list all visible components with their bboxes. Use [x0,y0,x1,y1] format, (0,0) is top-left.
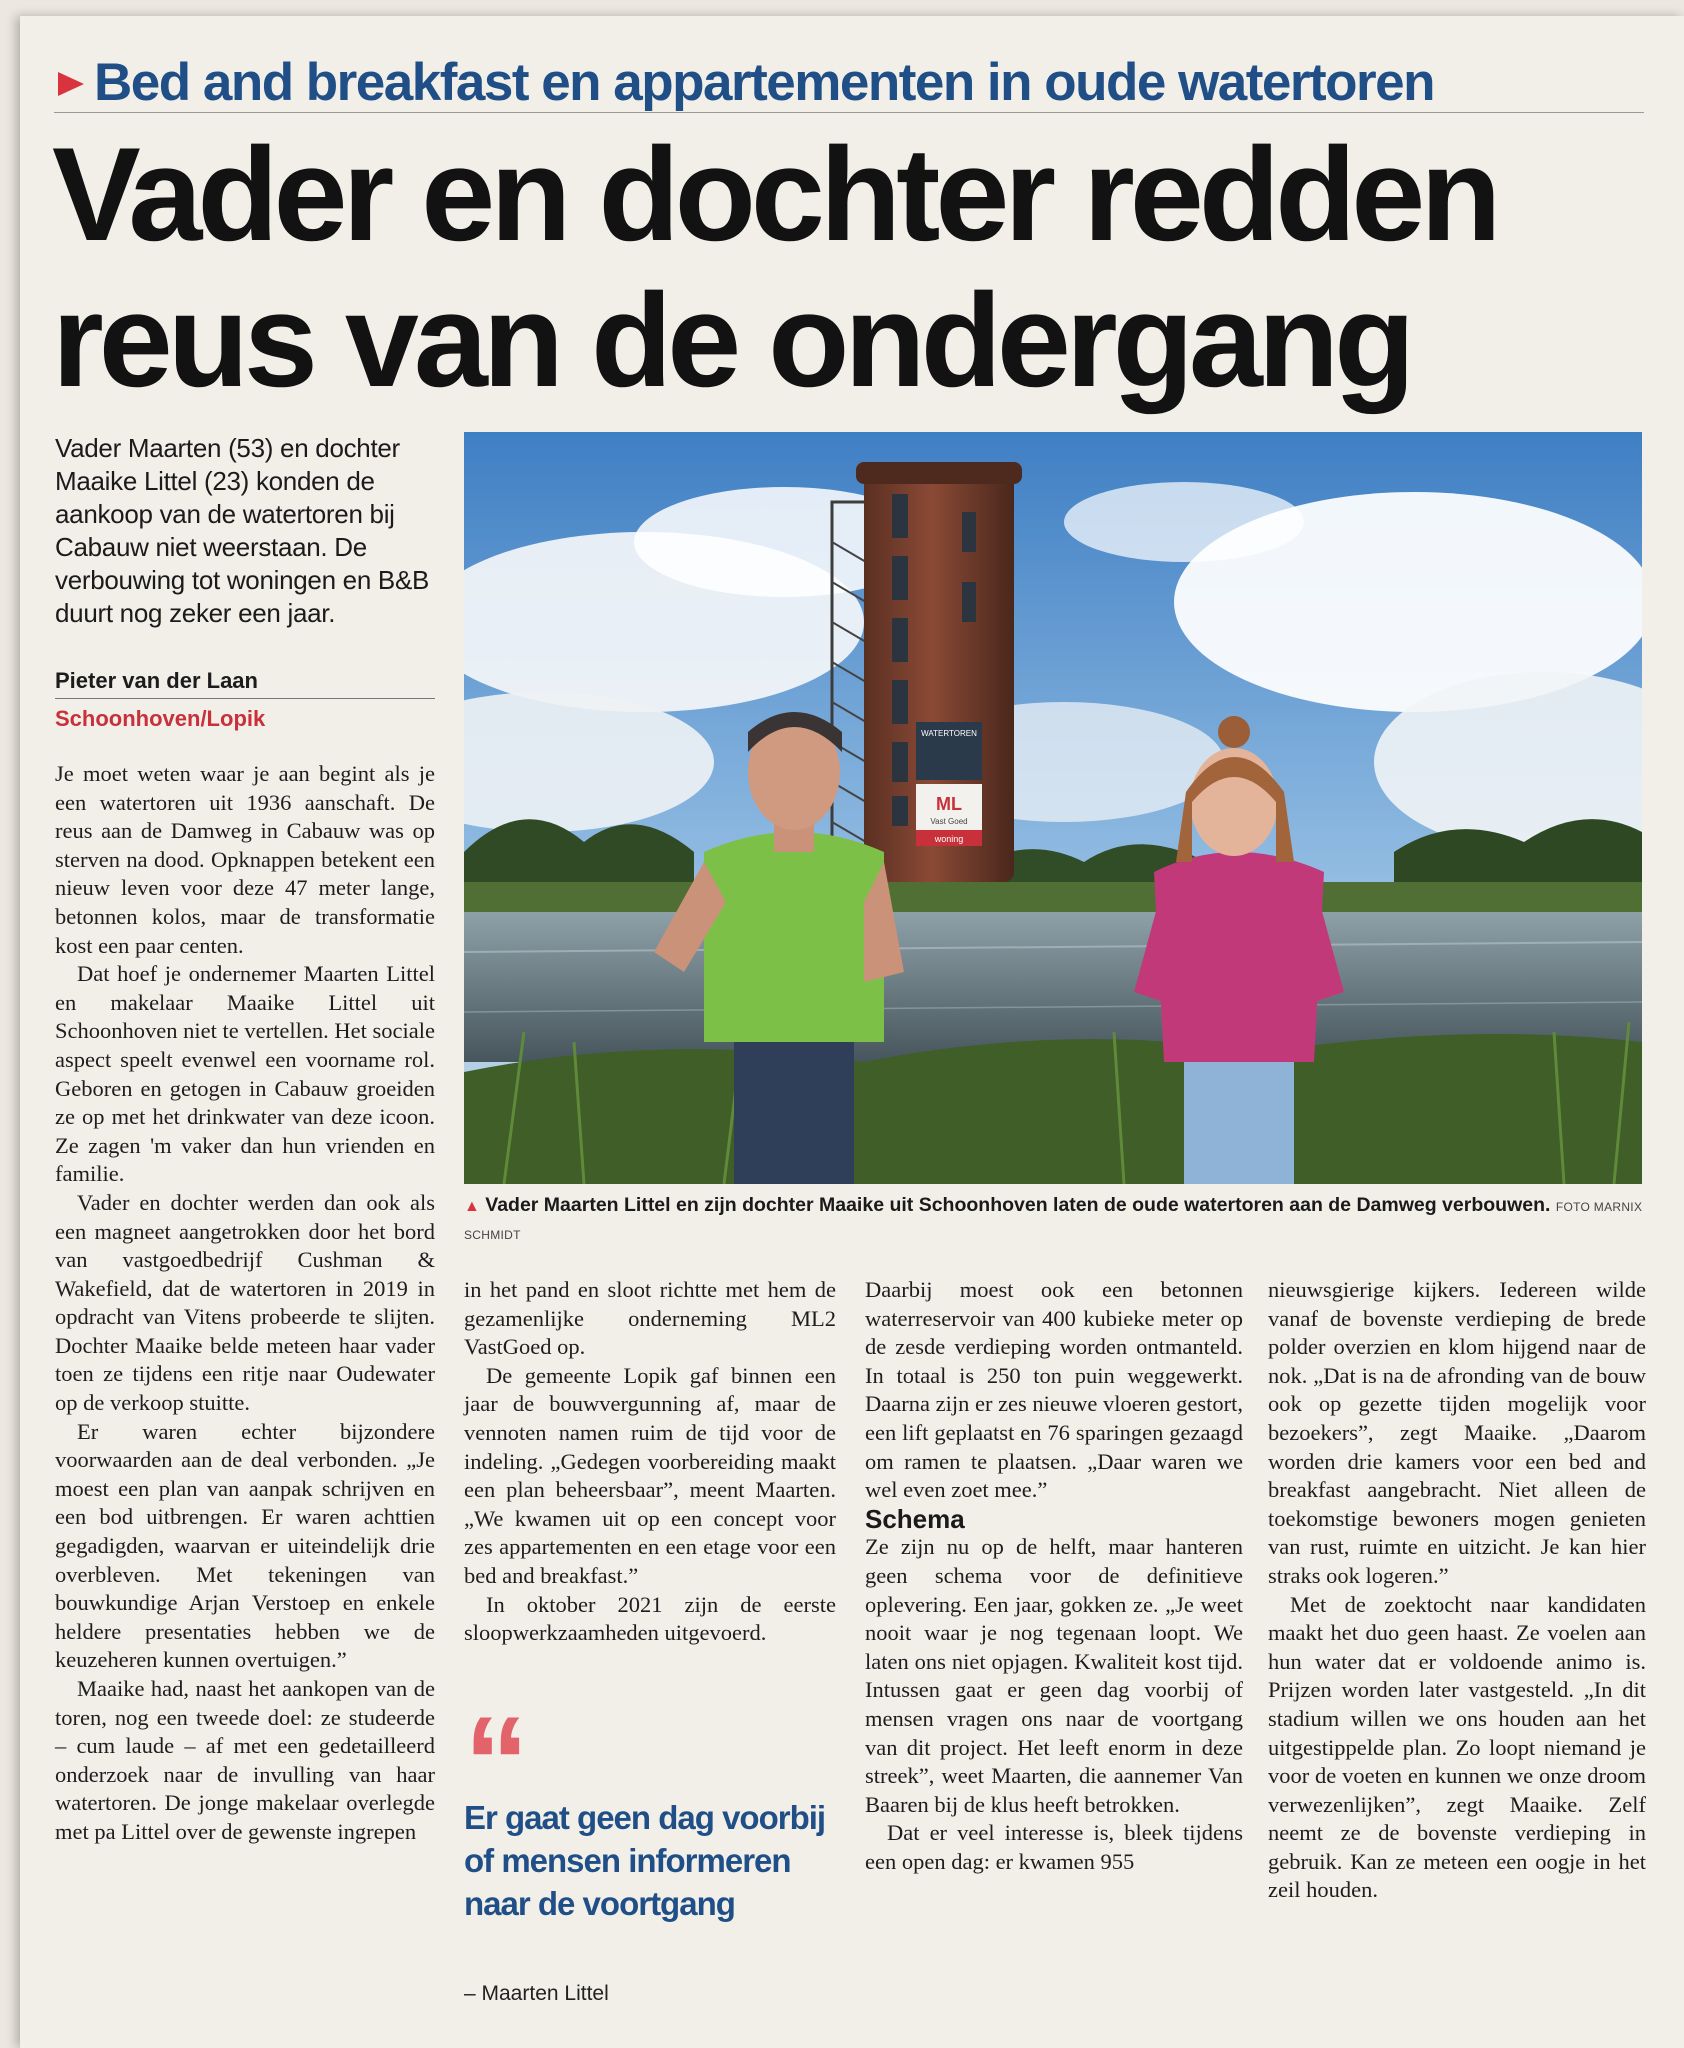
kicker-text: Bed and breakfast en appartementen in oude watertoren [94,53,1435,112]
caption-arrow-icon: ▲ [464,1198,480,1215]
article-column-4 [1268,1276,1646,1905]
photo-credit: FOTO MARNIX SCHMIDT [464,1200,1643,1242]
tower-sign-brand: Vast Goed [930,817,968,826]
paragraph: Vader en dochter werden dan ook als een magneet aangetrokken door het bord van vastgoedbedrijf Cushman & Wakefield, dat de watertoren in 2019 in opdracht van Vitens probeerde te slijten. Dochter Maaike belde meteen haar vader toen ze tijdens een ritje naar Oudewater op de verkoop stuitte. [55,1189,435,1416]
section-subhead: Schema [865,1503,965,1534]
paragraph: Daarbij moest ook een betonnen waterreservoir van 400 kubieke meter op de zesde verdieping worden ontmanteld. In totaal is 250 ton puin weggewerkt. Daarna zijn er zes nieuwe vloeren gestort, een lift geplaatst en 76 sparingen gezaagd om ramen te plaatsen. „Daar waren we wel even zoet mee.” [865,1277,1243,1503]
kicker-bar [54,52,1644,113]
paragraph: In oktober 2021 zijn de eerste sloopwerkzaamheden uitgevoerd. [464,1591,836,1646]
paragraph: nieuwsgierige kijkers. Iedereen wilde vanaf de bovenste verdieping de brede polder overzien en klom hijgend naar de nok. „Dat is na de afronding van de bouw ook op gezette tijden mogelijk voor bezoekers”, zegt Maaike. „Daarom worden drie kamers voor een bed and breakfast aangebracht. Niet alleen de toekomstige bewoners mogen genieten van rust, ruimte en uitzicht. Je kan hier straks ook logeren.” [1268,1277,1646,1588]
byline: Pieter van der Laan [55,668,435,699]
paragraph: Ze zijn nu op de helft, maar hanteren geen schema voor de definitieve oplevering. Een jaar, gokken ze. „Je weet nooit waar je nog tegenaan loopt. We laten ons niet opjagen. Kwaliteit kost tijd. Intussen gaat er geen dag voorbij of mensen vragen ons naar de voortgang van dit project. Het leeft enorm in deze streek”, weet Maarten, die aannemer Van Baaren bij de klus heeft betrokken. [865,1534,1243,1817]
paragraph: Dat er veel interesse is, bleek tijdens een open dag: er kwamen 955 [865,1820,1243,1874]
kicker-arrow-icon [58,72,84,96]
article-column-3 [865,1276,1243,1876]
paragraph: Er waren echter bijzondere voorwaarden aan de deal verbonden. „Je moest een plan van aanpak schrijven en een bod uitbrengen. Er waren achttien gegadigden, waarvan er uiteindelijk drie overbleven. Met tekeningen van bouwkundige Arjan Verstoep en enkele heldere presentaties hebben we de keuzeheren kunnen overtuigen.” [55,1418,435,1673]
headline-line-2: reus van de ondergang [52,267,1411,415]
intro-paragraph: Vader Maarten (53) en dochter Maaike Littel (23) konden de aankoop van de watertoren bij Cabauw niet weerstaan. De verbouwing tot woningen en B&B duurt nog zeker een jaar. [55,433,430,628]
paragraph: Maaike had, naast het aankopen van de toren, nog een tweede doel: ze studeerde – cum laude – af met een gedetailleerd onderzoek naar de invulling van haar watertoren. De jonge makelaar overlegde met pa Littel over de gewenste ingrepen [55,1676,435,1844]
tower-sign-bottom: woning [934,834,964,844]
headline-line-1: Vader en dochter redden [52,121,1497,269]
quote-mark-icon: “ [464,1689,529,1835]
headline [52,122,1652,414]
paragraph: in het pand en sloot richtte met hem de gezamenlijke onderneming ML2 VastGoed op. [464,1277,836,1360]
caption-text: Vader Maarten Littel en zijn dochter Maaike uit Schoonhoven laten de oude watertoren aan de Damweg verbouwen. [485,1194,1551,1216]
article-photo [464,432,1642,1184]
paragraph: De gemeente Lopik gaf binnen een jaar de bouwvergunning af, maar de vennoten namen ruim de tijd voor de indeling. „Gedegen voorbereiding maakt een plan beheersbaar”, meent Maarten. „We kwamen uit op een concept voor zes appartementen en een etage voor een bed and breakfast.” [464,1362,836,1588]
article-column-1 [55,760,435,1847]
article-column-2 [464,1276,836,1648]
paragraph: Je moet weten waar je aan begint als je een watertoren uit 1936 aanschaft. De reus aan de Damweg in Cabauw was op sterven na dood. Opknappen betekent een nieuw leven voor deze 47 meter lange, betonnen kolos, maar de transformatie kost een paar centen. [55,761,435,958]
pull-quote: Er gaat geen dag voorbij of mensen informeren naar de voortgang [464,1799,826,1922]
photo-caption [464,1192,1644,1248]
pull-quote-author: – Maarten Littel [464,1982,609,2005]
tower-sign-text: WATERTOREN [921,729,977,738]
dateline: Schoonhoven/Lopik [55,706,266,731]
tower-sign-logo: ML [936,794,962,814]
watertower-photo-illustration [464,432,1642,1184]
paragraph: Met de zoektocht naar kandidaten maakt het duo geen haast. Ze voelen aan hun water dat er voldoende animo is. Prijzen worden later vastgesteld. „In dit stadium willen we ons houden aan het uitgestippelde plan. Zo loopt niemand je voor de voeten en kunnen we onze droom verwezenlijken”, zegt Maaike. Zelf neemt ze de bovenste verdieping in gebruik. Kan ze meteen een oogje in het zeil houden. [1268,1591,1646,1903]
paragraph: Dat hoef je ondernemer Maarten Littel en makelaar Maaike Littel uit Schoonhoven niet te vertellen. Het sociale aspect speelt evenwel een voorname rol. Geboren en getogen in Cabauw groeiden ze op met het drinkwater van deze icoon. Ze zagen 'm vaker dan hun vrienden en familie. [55,961,435,1187]
